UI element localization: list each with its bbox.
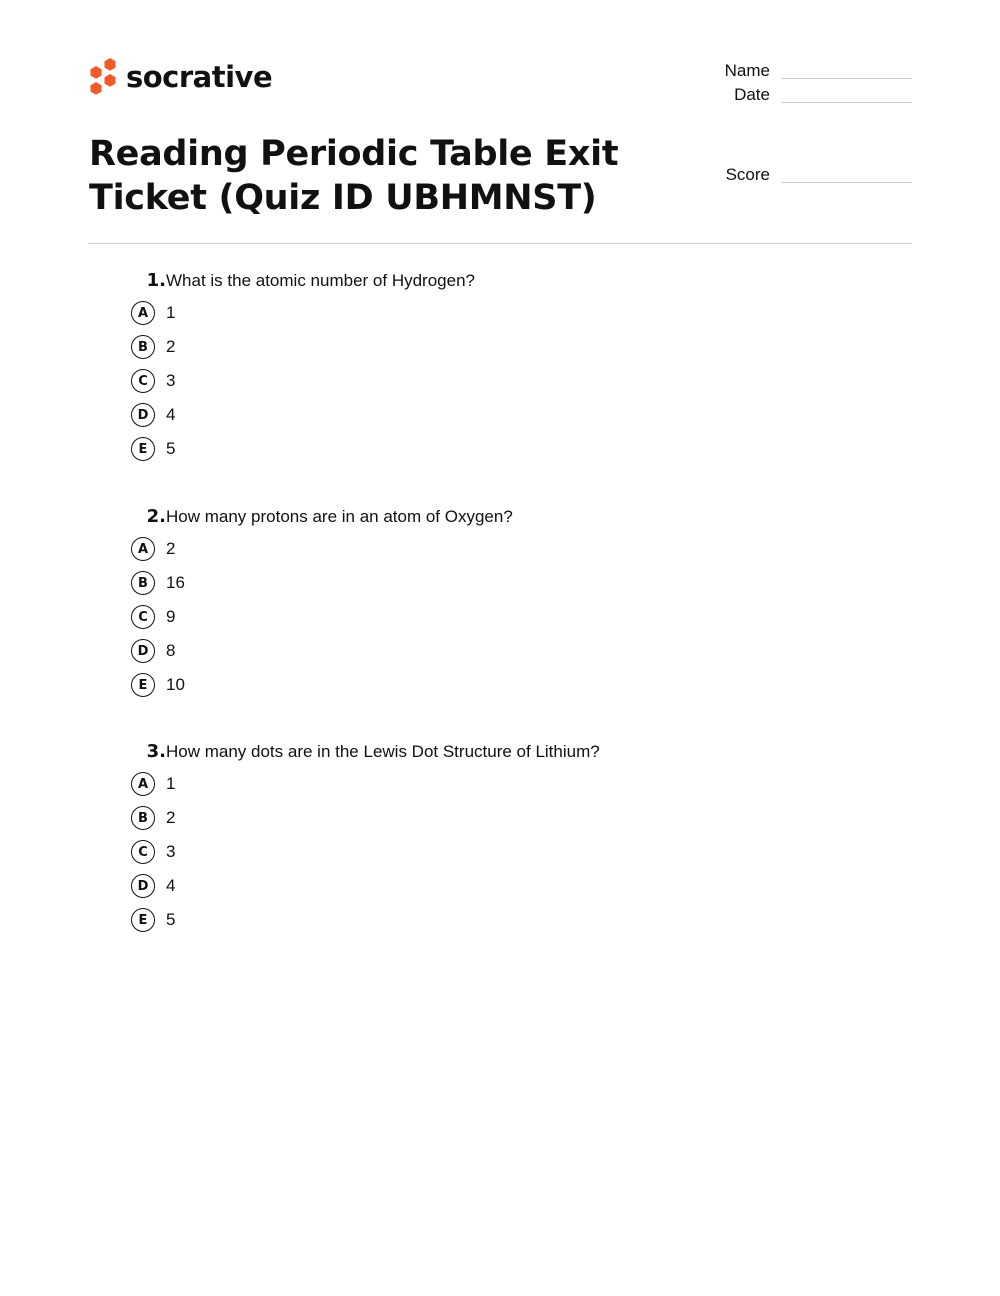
option-e[interactable] <box>130 903 910 937</box>
score-field[interactable] <box>690 166 912 183</box>
option-text: 2 <box>166 337 176 356</box>
answer-bubble[interactable]: A <box>131 772 155 796</box>
date-field[interactable] <box>690 86 912 103</box>
option-d[interactable] <box>130 634 910 668</box>
date-label: Date <box>734 85 770 104</box>
option-d[interactable] <box>130 869 910 903</box>
option-text: 2 <box>166 539 176 558</box>
answer-bubble[interactable]: C <box>131 840 155 864</box>
option-c[interactable] <box>130 364 910 398</box>
question-text: What is the atomic number of Hydrogen? <box>166 271 475 290</box>
header-divider <box>88 243 912 244</box>
date-line[interactable] <box>781 101 912 103</box>
answer-bubble[interactable]: E <box>131 908 155 932</box>
question-1 <box>130 270 910 466</box>
question-2 <box>130 506 910 702</box>
option-text: 3 <box>166 842 176 861</box>
answer-bubble[interactable]: E <box>131 437 155 461</box>
question-text: How many dots are in the Lewis Dot Structure of Lithium? <box>166 742 600 761</box>
header-fields <box>700 0 912 200</box>
option-text: 1 <box>166 774 176 793</box>
socrative-logo <box>88 57 272 97</box>
answer-bubble[interactable]: A <box>131 301 155 325</box>
option-text: 16 <box>166 573 185 592</box>
option-c[interactable] <box>130 835 910 869</box>
score-label: Score <box>725 165 770 184</box>
answer-bubble[interactable]: D <box>131 874 155 898</box>
option-b[interactable] <box>130 566 910 600</box>
hexagon-cluster-icon <box>88 57 118 97</box>
option-text: 2 <box>166 808 176 827</box>
option-a[interactable] <box>130 767 910 801</box>
score-line[interactable] <box>781 181 912 183</box>
option-a[interactable] <box>130 296 910 330</box>
name-field[interactable] <box>690 62 912 79</box>
option-c[interactable] <box>130 600 910 634</box>
name-line[interactable] <box>781 77 912 79</box>
option-e[interactable] <box>130 668 910 702</box>
page-title: Reading Periodic Table Exit Ticket (Quiz ID UBHMNST) <box>89 134 619 218</box>
answer-bubble[interactable]: B <box>131 806 155 830</box>
answer-bubble[interactable]: D <box>131 639 155 663</box>
answer-bubble[interactable]: C <box>131 369 155 393</box>
option-e[interactable] <box>130 432 910 466</box>
option-text: 10 <box>166 675 185 694</box>
option-d[interactable] <box>130 398 910 432</box>
brand-name: socrative <box>126 59 273 94</box>
option-text: 5 <box>166 439 176 458</box>
option-b[interactable] <box>130 801 910 835</box>
option-b[interactable] <box>130 330 910 364</box>
name-label: Name <box>724 61 770 80</box>
question-number: 2. <box>146 506 166 527</box>
question-number: 3. <box>146 741 166 762</box>
option-text: 4 <box>166 876 176 895</box>
option-text: 5 <box>166 910 176 929</box>
option-text: 8 <box>166 641 176 660</box>
answer-bubble[interactable]: D <box>131 403 155 427</box>
question-text: How many protons are in an atom of Oxygen? <box>166 507 513 526</box>
option-text: 9 <box>166 607 176 626</box>
answer-bubble[interactable]: A <box>131 537 155 561</box>
option-text: 3 <box>166 371 176 390</box>
question-3 <box>130 741 910 937</box>
option-text: 1 <box>166 303 176 322</box>
answer-bubble[interactable]: B <box>131 571 155 595</box>
answer-bubble[interactable]: B <box>131 335 155 359</box>
question-number: 1. <box>146 270 166 291</box>
option-text: 4 <box>166 405 176 424</box>
answer-bubble[interactable]: E <box>131 673 155 697</box>
answer-bubble[interactable]: C <box>131 605 155 629</box>
option-a[interactable] <box>130 532 910 566</box>
